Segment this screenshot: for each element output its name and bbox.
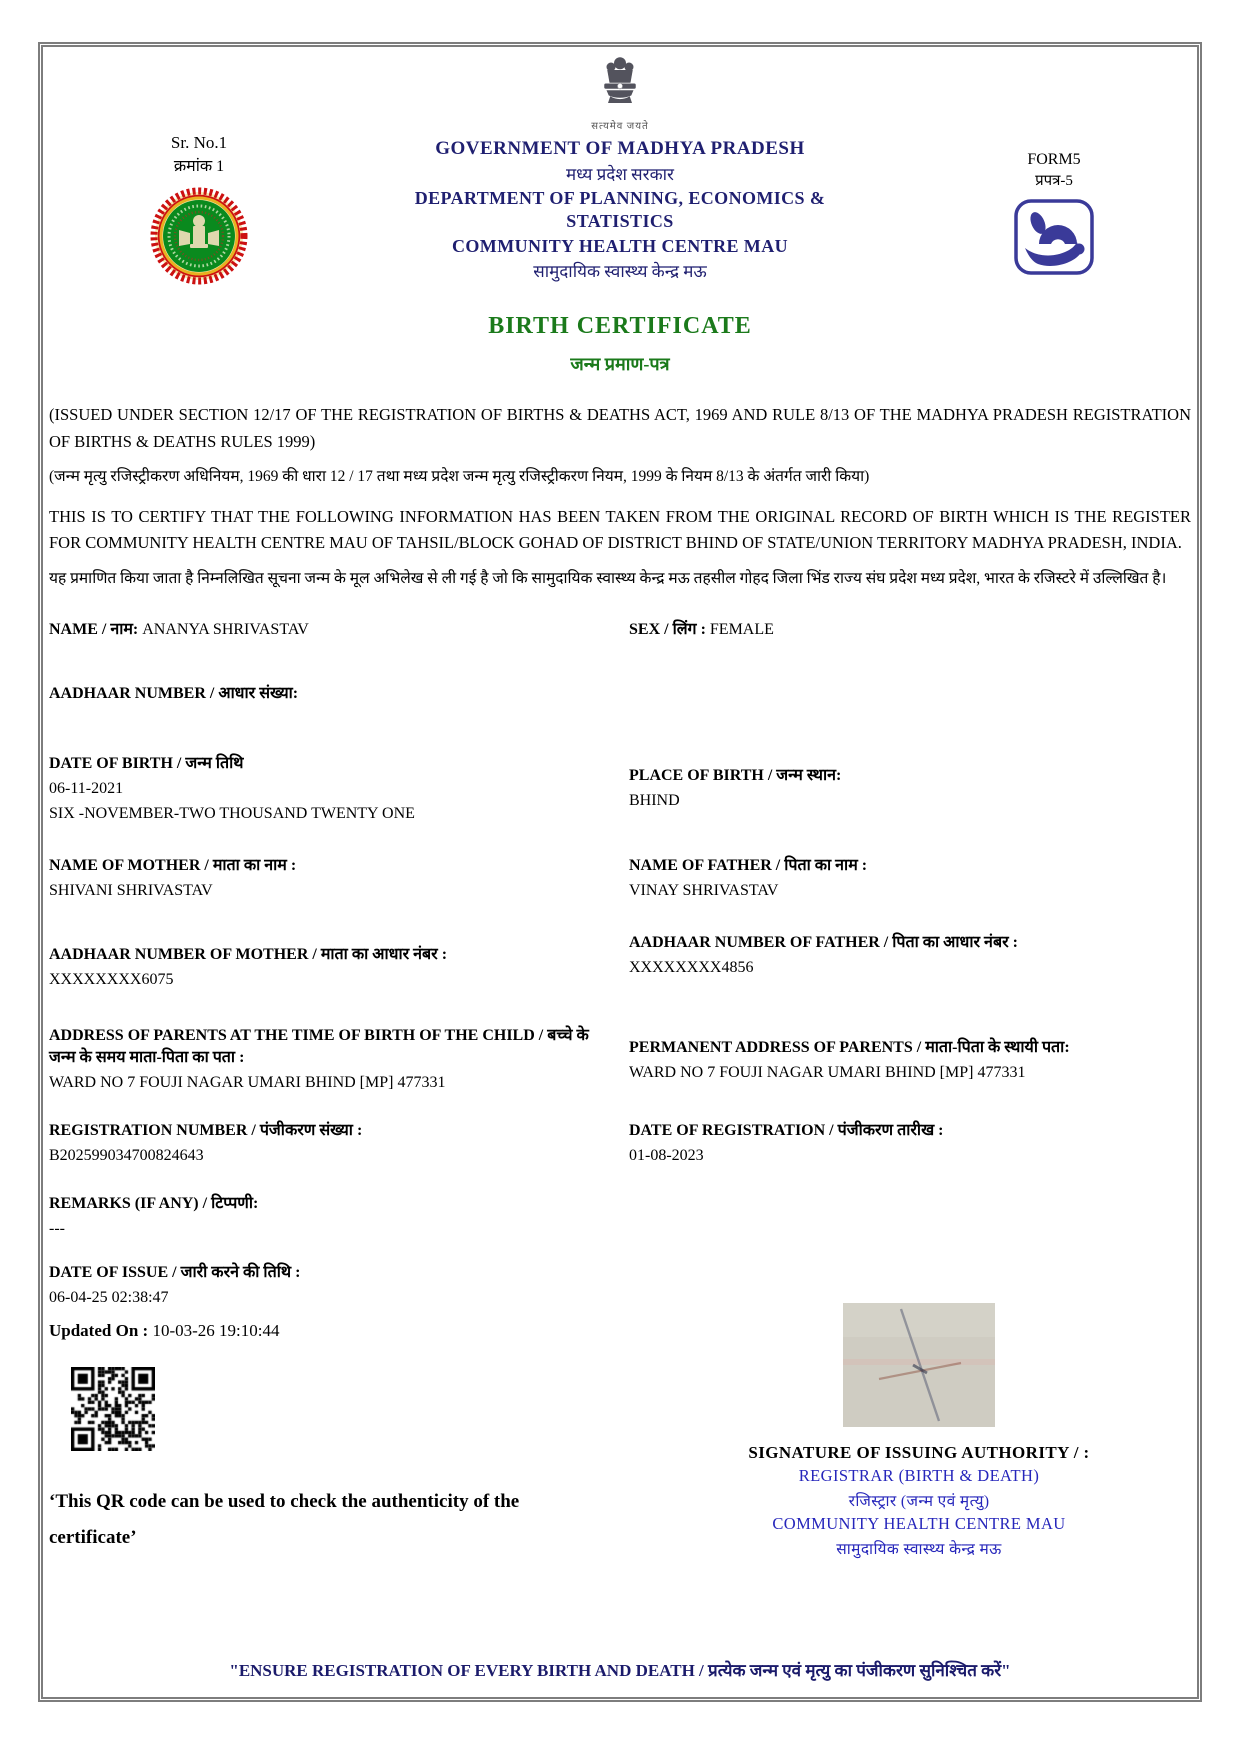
row-birth [49,751,1191,823]
footer-slogan: "ENSURE REGISTRATION OF EVERY BIRTH AND DEATH / प्रत्येक जन्म एवं मृत्यु का पंजीकरण सुनिश्चित करें" [229,1661,1011,1680]
pob-value: BHIND [629,792,680,810]
row-parents [49,853,1191,900]
row-remarks [49,1191,1191,1238]
row-registration [49,1118,1191,1165]
form-number: FORM5 [1027,151,1081,168]
certificate-header [49,55,1191,287]
mother-aadhaar-label: AADHAAR NUMBER OF MOTHER / माता का आधार नंबर : [49,946,448,964]
field-place-of-birth [629,751,1191,823]
emblem-of-india-icon [385,55,855,132]
certificate-title-hindi: जन्म प्रमाण-पत्र [570,354,670,374]
header-center [385,55,855,282]
field-date-of-issue [49,1260,629,1307]
registration-number-label: REGISTRATION NUMBER / पंजीकरण संख्या : [49,1122,363,1140]
certify-paragraph-hindi: यह प्रमाणित किया जाता है निम्नलिखित सूचना जन्म के मूल अभिलेख से ली गई है जो कि सामुदायिक स्वास्थ्य केन्द्र मऊ तहसील गोहद जिला भिंड राज्य संघ प्रदेश मध्य प्रदेश, भारत के रजिस्टरे में उल्लिखित है। [49,569,1167,587]
issue-date-label: DATE OF ISSUE / जारी करने की तिथि : [49,1264,301,1282]
issued-under-paragraph-hindi: (जन्म मृत्यु रजिस्ट्रीकरण अधिनियम, 1969 की धारा 12 / 17 तथा मध्य प्रदेश जन्म मृत्यु रजिस्ट्रीकरण नियम, 1999 के नियम 8/13 के अंतर्गत जारी किया) [49,468,870,486]
field-aadhaar [49,681,629,703]
remarks-value: --- [49,1220,65,1238]
field-mother-name [49,853,629,900]
government-name: GOVERNMENT OF MADHYA PRADESH [435,138,805,159]
birth-address-label: ADDRESS OF PARENTS AT THE TIME OF BIRTH OF THE CHILD / बच्चे के जन्म के समय माता-पिता का पता : [49,1027,589,1067]
field-birth-address [49,1023,629,1092]
serial-number: Sr. No.1 [170,133,228,152]
sex-value: FEMALE [709,621,774,639]
field-registration-date [629,1118,1191,1165]
father-value: VINAY SHRIVASTAV [629,882,779,900]
office-name-hindi: सामुदायिक स्वास्थ्य केन्द्र मऊ [533,261,707,281]
name-label: NAME / नाम: [49,621,139,639]
permanent-address-label: PERMANENT ADDRESS OF PARENTS / माता-पिता के स्थायी पता: [629,1039,1070,1057]
certificate-title: BIRTH CERTIFICATE [488,313,752,339]
aadhaar-label: AADHAAR NUMBER / आधार संख्या: [49,685,299,703]
registrar-line-hindi: रजिस्ट्रार (जन्म एवं मृत्यु) [848,1493,990,1511]
pob-label: PLACE OF BIRTH / जन्म स्थान: [629,767,842,785]
serial-number-hindi: क्रमांक 1 [173,158,225,175]
dob-value: 06-11-2021 [49,780,124,798]
bottom-section [49,1321,1191,1573]
qr-code [71,1367,155,1451]
issue-date-value: 06-04-25 02:38:47 [49,1289,169,1307]
row-date-of-issue [49,1260,1191,1307]
mp-state-seal-icon [124,186,274,291]
updated-on-label: Updated On : [49,1321,149,1341]
serial-number-block [124,133,274,291]
qr-note: ‘This QR code can be used to check the authenticity of the certificate’ [49,1491,520,1549]
field-date-of-birth [49,751,629,823]
permanent-address-value: WARD NO 7 FOUJI NAGAR UMARI BHIND [MP] 477331 [629,1064,1026,1082]
department-name: DEPARTMENT OF PLANNING, ECONOMICS & STATISTICS [414,188,826,232]
field-father-name [629,853,1191,900]
issued-under-paragraph: (ISSUED UNDER SECTION 12/17 OF THE REGISTRATION OF BIRTHS & DEATHS ACT, 1969 AND RULE 8/13 OF THE MADHYA PRADESH REGISTRATION OF BIRTHS & DEATHS RULES 1999) [49,405,1191,451]
crs-logo-icon [944,198,1164,281]
registration-date-label: DATE OF REGISTRATION / पंजीकरण तारीख : [629,1122,944,1140]
remarks-label: REMARKS (IF ANY) / टिप्पणी: [49,1195,259,1213]
emblem-caption: सत्यमेव जयते [591,121,649,132]
form-number-hindi: प्रपत्र-5 [1035,173,1073,189]
dob-value-words: SIX -NOVEMBER-TWO THOUSAND TWENTY ONE [49,805,415,823]
field-father-aadhaar [629,930,1191,989]
field-registration-number [49,1118,629,1165]
row-addresses [49,1023,1191,1092]
mother-value: SHIVANI SHRIVASTAV [49,882,213,900]
row-aadhaar [49,681,1191,703]
fields-section [49,617,1191,1307]
dob-label: DATE OF BIRTH / जन्म तिथि [49,755,244,773]
registration-date-value: 01-08-2023 [629,1147,704,1165]
father-aadhaar-value: XXXXXXXX4856 [629,959,754,977]
registration-number-value: B202599034700824643 [49,1147,204,1165]
row-parent-aadhaar [49,930,1191,989]
field-sex [629,617,1191,639]
updated-on-value: 10-03-26 19:10:44 [152,1321,280,1341]
form-number-block [944,151,1164,281]
field-remarks [49,1191,629,1238]
issuing-office-line: COMMUNITY HEALTH CENTRE MAU [772,1514,1066,1534]
field-mother-aadhaar [49,930,629,989]
government-name-hindi: मध्य प्रदेश सरकार [565,165,675,184]
birth-certificate-document [38,42,1202,1702]
mother-aadhaar-value: XXXXXXXX6075 [49,971,174,989]
certify-paragraph: THIS IS TO CERTIFY THAT THE FOLLOWING INFORMATION HAS BEEN TAKEN FROM THE ORIGINAL RECORD OF BIRTH WHICH IS THE REGISTER FOR COMMUNITY HEALTH CENTRE MAU OF TAHSIL/BLOCK GOHAD OF DISTRICT BHIND OF STATE/UNION TERRITORY MADHYA PRADESH, INDIA. [49,506,1191,553]
birth-address-value: WARD NO 7 FOUJI NAGAR UMARI BHIND [MP] 477331 [49,1074,446,1092]
signature-heading: SIGNATURE OF ISSUING AUTHORITY / : [748,1443,1090,1463]
issuing-office-line-hindi: सामुदायिक स्वास्थ्य केन्द्र मऊ [836,1541,1002,1559]
office-name: COMMUNITY HEALTH CENTRE MAU [452,235,788,256]
field-permanent-address [629,1023,1191,1092]
sex-label: SEX / लिंग : [629,621,706,639]
mother-label: NAME OF MOTHER / माता का नाम : [49,857,297,875]
signature-image [843,1303,995,1427]
registrar-line: REGISTRAR (BIRTH & DEATH) [798,1466,1040,1486]
field-name [49,617,629,639]
father-label: NAME OF FATHER / पिता का नाम : [629,857,868,875]
name-value: ANANYA SHRIVASTAV [142,621,309,639]
row-name-sex [49,617,1191,639]
father-aadhaar-label: AADHAAR NUMBER OF FATHER / पिता का आधार नंबर : [629,934,1018,952]
signature-block [689,1303,1149,1559]
